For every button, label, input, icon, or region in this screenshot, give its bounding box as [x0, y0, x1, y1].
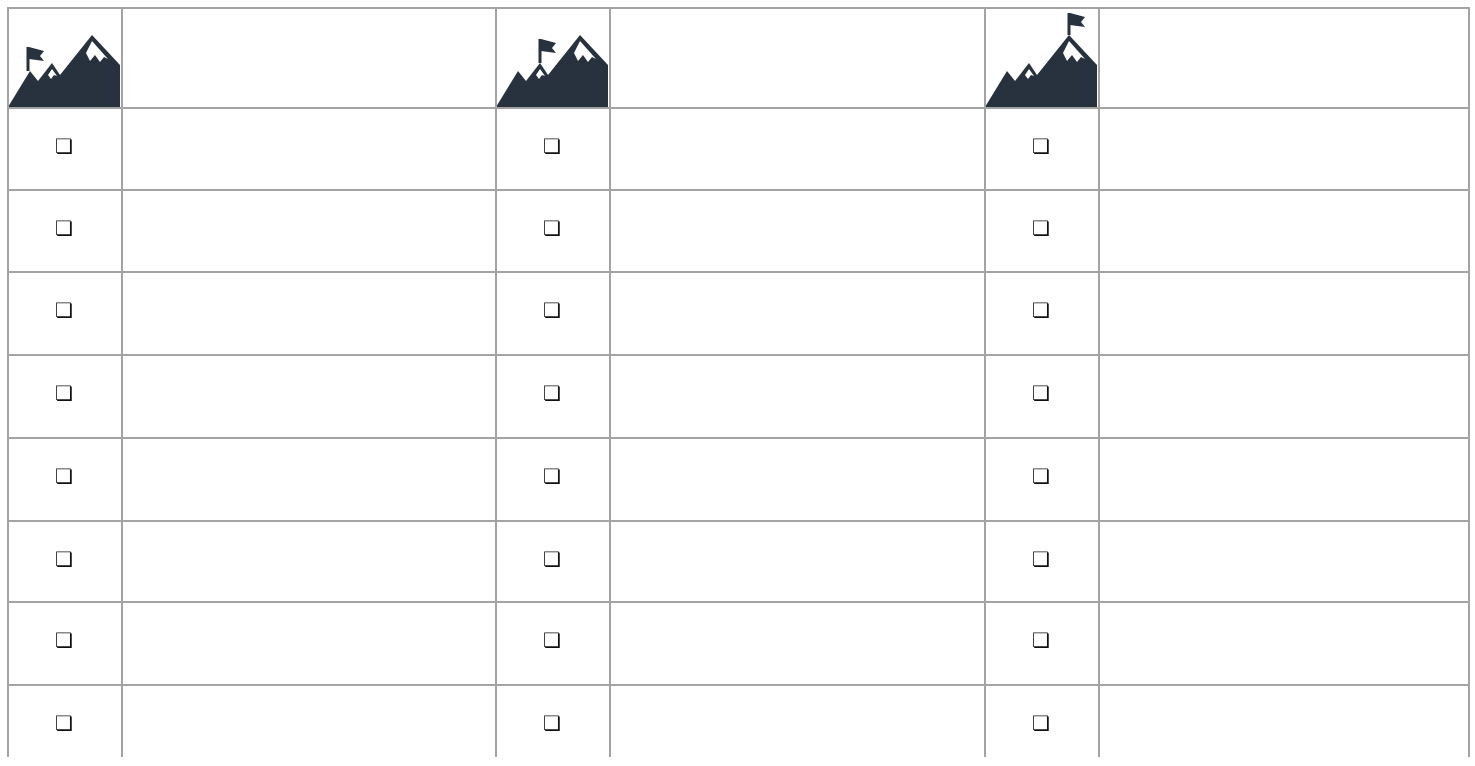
task-checkbox[interactable]: ❏ [543, 547, 561, 571]
goal-entry-cell[interactable] [123, 109, 493, 189]
goal-entry-cell[interactable] [611, 686, 982, 766]
task-checkbox[interactable]: ❏ [55, 547, 73, 571]
goal-entry-cell[interactable] [123, 191, 493, 271]
goal-entry-cell[interactable] [1100, 522, 1466, 602]
task-checkbox[interactable]: ❏ [1032, 298, 1050, 322]
task-checkbox[interactable]: ❏ [1032, 547, 1050, 571]
column-divider [984, 7, 986, 757]
goal-entry-cell[interactable] [1100, 603, 1466, 683]
mountain-flag-summit-icon [984, 7, 1098, 107]
task-checkbox[interactable]: ❏ [1032, 464, 1050, 488]
task-checkbox[interactable]: ❏ [55, 381, 73, 405]
task-checkbox[interactable]: ❏ [1032, 628, 1050, 652]
goal-heading-cell[interactable] [123, 9, 493, 107]
goal-entry-cell[interactable] [611, 191, 982, 271]
task-checkbox[interactable]: ❏ [1032, 381, 1050, 405]
task-checkbox[interactable]: ❏ [55, 628, 73, 652]
goal-entry-cell[interactable] [1100, 273, 1466, 353]
goal-entry-cell[interactable] [1100, 191, 1466, 271]
task-checkbox[interactable]: ❏ [55, 134, 73, 158]
task-checkbox[interactable]: ❏ [543, 134, 561, 158]
column-divider [7, 7, 9, 757]
task-checkbox[interactable]: ❏ [543, 381, 561, 405]
goal-entry-cell[interactable] [611, 356, 982, 436]
goal-entry-cell[interactable] [123, 686, 493, 766]
goal-entry-cell[interactable] [611, 603, 982, 683]
mountain-flag-low-icon [7, 7, 121, 107]
task-checkbox[interactable]: ❏ [543, 464, 561, 488]
goal-entry-cell[interactable] [123, 356, 493, 436]
goal-entry-cell[interactable] [1100, 439, 1466, 519]
goal-entry-cell[interactable] [1100, 109, 1466, 189]
goal-heading-cell[interactable] [611, 9, 982, 107]
task-checkbox[interactable]: ❏ [55, 464, 73, 488]
goal-entry-cell[interactable] [611, 522, 982, 602]
task-checkbox[interactable]: ❏ [1032, 216, 1050, 240]
task-checkbox[interactable]: ❏ [55, 711, 73, 735]
column-divider [1468, 7, 1470, 757]
task-checkbox[interactable]: ❏ [55, 216, 73, 240]
goal-entry-cell[interactable] [611, 439, 982, 519]
goal-entry-cell[interactable] [123, 603, 493, 683]
task-checkbox[interactable]: ❏ [543, 216, 561, 240]
task-checkbox[interactable]: ❏ [543, 298, 561, 322]
task-checkbox[interactable]: ❏ [1032, 134, 1050, 158]
task-checkbox[interactable]: ❏ [1032, 711, 1050, 735]
goal-heading-cell[interactable] [1100, 9, 1466, 107]
goal-entry-cell[interactable] [123, 522, 493, 602]
goal-entry-cell[interactable] [1100, 356, 1466, 436]
column-divider [495, 7, 497, 757]
mountain-flag-mid-icon [495, 7, 609, 107]
goal-entry-cell[interactable] [123, 439, 493, 519]
goal-entry-cell[interactable] [1100, 686, 1466, 766]
goal-entry-cell[interactable] [611, 273, 982, 353]
goal-entry-cell[interactable] [611, 109, 982, 189]
task-checkbox[interactable]: ❏ [543, 628, 561, 652]
task-checkbox[interactable]: ❏ [55, 298, 73, 322]
goal-entry-cell[interactable] [123, 273, 493, 353]
task-checkbox[interactable]: ❏ [543, 711, 561, 735]
